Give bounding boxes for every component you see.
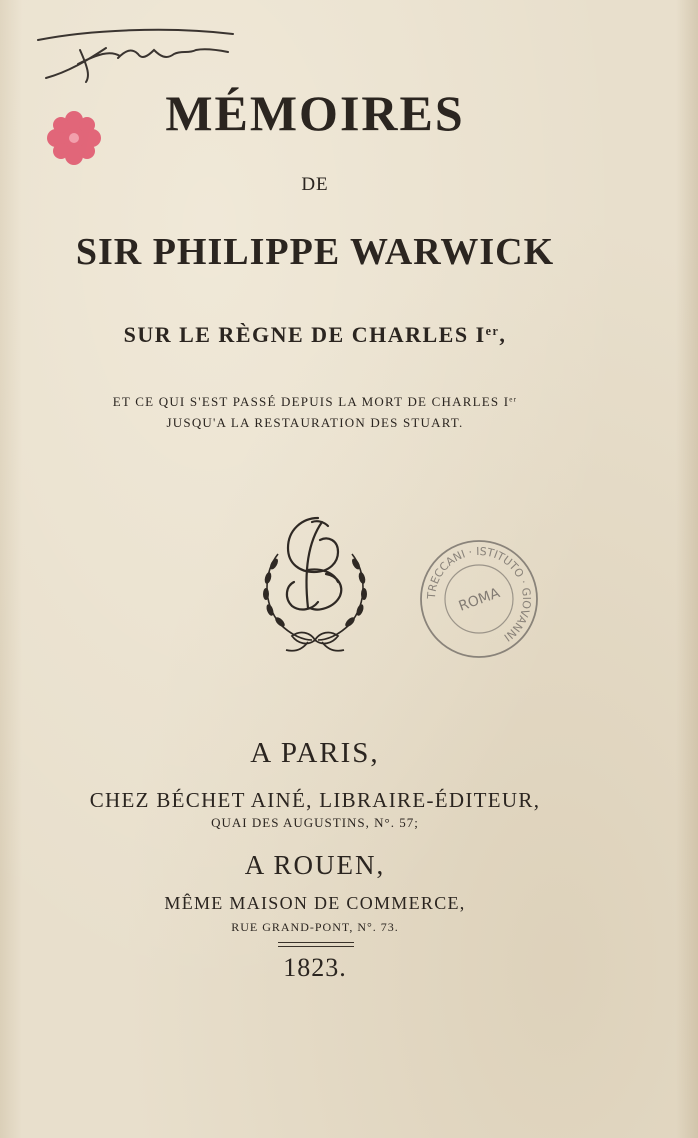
book-title: MÉMOIRES bbox=[165, 85, 465, 141]
library-ink-stamp bbox=[418, 538, 540, 660]
publisher-monogram-wreath-icon bbox=[248, 512, 382, 658]
imprint-address-paris: QUAI DES AUGUSTINS, N°. 57; bbox=[211, 815, 419, 830]
subject-line bbox=[0, 322, 630, 348]
stamp-center-text: ROMA bbox=[456, 585, 503, 615]
imprint-publisher: CHEZ BÉCHET AINÉ, LIBRAIRE-ÉDITEUR, bbox=[89, 788, 541, 812]
imprint-house: MÊME MAISON DE COMMERCE, bbox=[164, 893, 466, 913]
subject-sup: er bbox=[485, 323, 500, 338]
handwritten-signature bbox=[28, 20, 238, 90]
publication-year: 1823. bbox=[283, 953, 347, 982]
imprint-city-rouen: A ROUEN, bbox=[244, 850, 386, 880]
stamp-ring-text: TRECCANI · ISTITUTO · GIOVANNI bbox=[424, 544, 534, 644]
title-de: DE bbox=[301, 174, 329, 195]
subtitle-sup-1: er bbox=[509, 395, 518, 404]
author-name: SIR PHILIPPE WARWICK bbox=[75, 231, 555, 273]
double-rule-bottom bbox=[278, 946, 354, 947]
subject-end: , bbox=[499, 322, 507, 347]
subtitle-text-1: ET CE QUI S'EST PASSÉ DEPUIS LA MORT DE CHARLES I bbox=[112, 394, 510, 409]
subject-text: SUR LE RÈGNE DE CHARLES I bbox=[123, 322, 486, 347]
subtitle-line-2: JUSQU'A LA RESTAURATION DES STUART. bbox=[166, 415, 464, 430]
double-rule-top bbox=[278, 942, 354, 943]
imprint-city-paris: A PARIS, bbox=[250, 737, 380, 769]
subtitle-line-1 bbox=[0, 394, 630, 410]
imprint-address-rouen: RUE GRAND-PONT, N°. 73. bbox=[231, 920, 399, 934]
